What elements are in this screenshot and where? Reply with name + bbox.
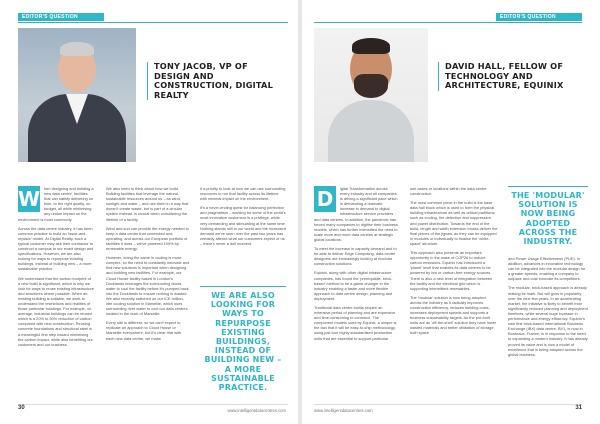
paragraph: However, doing the same in cooling is more complex, so the need to constantly innovate and find new solutions is important when designing and building new facilities. For example, our Cloud House facility based in London's Docklands leverages the surrounding docks water to cool the facility before it's pumped back into the Docklands to ensure nothing is wasted. We also recently switched on our ICE million-litre cooling solution in Marseille, which uses surrounding river water to cool our data centres located in the dock of Marseille. xyxy=(106,255,190,317)
dropcap-left: W xyxy=(18,187,41,211)
paragraph: Every site is different, so we can't expect to replicate an approach to Cloud House or Marseille everywhere, but it's clear that with each new data centre, we make xyxy=(106,320,182,341)
paragraph: Wind and sun can provide the energy needed to keep a data centre that connected and operating, and across our European portfolio of facilities it does – we've powered 100% by renewable energy. xyxy=(106,225,189,252)
footer-rule-left xyxy=(18,404,288,405)
pull-quote-left: WE ARE ALSO LOOKING FOR WAYS TO REPURPOSE EXISTING BUILDINGS, INSTEAD OF BUILDING NEW – A MORE SUSTAINABLE PRACTICE. xyxy=(200,286,286,392)
page-number-right: 31 xyxy=(575,405,582,411)
footer-rule-right xyxy=(314,404,582,405)
right-page xyxy=(302,0,600,424)
paragraph: The modular, brick-based approach is already making its mark. But will grow in popularity over the next few years. In an accelerating market, the initiative is likely to benefit from significantly reduced planning and deployment timelines, while several huge increase in performance and energy efficiency. Equinix's own first brick-based International Business Exchange (IBX) data centre, BX1, is now in Bordeaux, France, is in response to the need to expanding a modern industry. It has already proved its value and is now a model of excellence that is being adopted across the global business. xyxy=(508,285,588,357)
person-photo-icon xyxy=(314,28,428,162)
footer-url-right[interactable]: www.intelligentdatacentres.com xyxy=(314,408,373,413)
paragraph: hen designing and building a new data centre, facilities that can satisfy delivering on time, to the right quality, on budget, all while minimising any undue impact on the environment is most commonly. xyxy=(18,186,94,222)
paragraph: We understand that the carbon footprint of a new build is significant, which is why we look for ways to reuse existing infrastructure and structures where possible. When an existing building is suitable, we seek to understand the restrictions and realities of those particular buildings. For example, on average, industrial buildings can be reused which is a 20% to 30% reduction of carbon compared with new construction. Reusing concrete foundations and structural steel is a meaningful first step toward minimising the carbon impact, while also benefiting our customers and our business. xyxy=(18,275,94,347)
person-name-right: DAVID HALL, FELLOW OF TECHNOLOGY AND ARCHITECTURE, EQUINIX xyxy=(438,62,582,91)
hair-shape xyxy=(352,38,390,54)
paragraph: It's a never-ending quest for balancing perfection and pragmatism – working for some of the world's most innovative customers is a privilege, while very demanding and stimulating at the same time. Nothing stands still in our world and the increased demand we've seen over the past two years has certainly altered what our customers expect of us – there's never a dull moment. xyxy=(200,205,286,246)
article-column-1-left xyxy=(18,186,94,351)
paragraph: Traditional data centre builds require an extensive period of planning and are expensive and time-consuming to construct. The component models used by Equinix, a unique is the fact that it will be easy-to-ship methodology, using just four highly standardised production units that are essential to support particular xyxy=(314,304,397,341)
page-number-left: 30 xyxy=(18,405,25,411)
header-rule-right xyxy=(314,22,582,23)
dropcap-right: D xyxy=(314,186,336,212)
paragraph: The most common piece in the build is the base data hall block which is used to form the physical building infrastructure as well as critical partitions; such as cooling, fire detection and suppression and power distribution. Towards the end of the build, length and width extension blocks deliver the final pieces of the jigsaw, as they can be equipped in modules or individually to finalise the 'white-space' structure. xyxy=(410,200,498,246)
article-column-3-left xyxy=(200,186,286,250)
beard-shape xyxy=(354,74,388,98)
paragraph: To meet the increase in capacity demand and to be able to deliver Edge Computing, data centre designers are increasingly looking at modular construction solutions. xyxy=(314,246,397,267)
paragraph: and Power Usage Effectiveness (PUE). In addition, advances in innovative technology can be integrated into the modular design for a greater speeds, enabling a company to outpace and cost innovate its competitors. xyxy=(508,256,586,282)
person-photo-icon xyxy=(18,28,136,162)
paragraph: it a priority to look at how we can use surrounding resources to run that facility across its lifetime with minimal impact on the environment. xyxy=(200,186,286,202)
shirt-shape xyxy=(328,100,414,162)
paragraph: This approach also presents an important opportunity in the wake of COP26 to reduce carbon emissions. Equinix has introduced a 'planet' level that enables its data centres to be powered by low or carbon-free energy sources. There is also a new level of integration between the facility and the electrical grid which is supporting intermittent renewables. xyxy=(410,250,493,291)
section-tag-right: EDITOR'S QUESTION xyxy=(496,13,582,21)
person-name-left: TONY JACOB, VP OF DESIGN AND CONSTRUCTION, DIGITAL REALTY xyxy=(147,62,287,100)
article-column-2-right xyxy=(410,186,498,340)
left-page xyxy=(0,0,298,424)
article-column-3-right xyxy=(508,256,588,361)
hair-shape xyxy=(60,42,94,56)
paragraph: The 'modular' solution is now being adopted across the industry as it radically improves construction efficiency, reduces building costs, increases deployment speeds and supports a business sustainability targets. As the pre-built units are an 'off-the-shelf' solution they have lower wasted materials and better utilisation of storage, both space xyxy=(410,294,497,336)
header-rule-left xyxy=(18,22,288,23)
section-tag-left: EDITOR'S QUESTION xyxy=(18,13,104,21)
paragraph: igital Transformation across every industry and all companies is driving a significant pace which is demanding a dramatic increase in demand to digital infrastructure service providers and data centres. In addition, the pandemic has forced many companies to digitise their business models, which has further intensified the need to scale more and more data centres at strategic global locations. xyxy=(314,186,398,242)
article-column-2-left xyxy=(106,186,190,345)
pull-quote-right: THE 'MODULAR' SOLUTION IS NOW BEING ADOPTED ACROSS THE INDUSTRY. xyxy=(508,186,588,246)
paragraph: use cases or locations within the data centre construction. xyxy=(410,186,487,197)
footer-url-left[interactable]: www.intelligentdatacentres.com xyxy=(227,408,286,413)
paragraph: We also need to think about how we build. Building facilities that leverage the natural, sustainable resources around us – as wind, sunlight and water – and use them in a way that doesn't create waste, but is part of a circular system instead, is crucial when considering the lifetime of a facility. xyxy=(106,186,189,222)
paragraph: Equinix, along with other digital infrastructure companies, has found the 'prerequisite, brick-based' method to be a game-changer in the industry enabling a faster and more flexible approach to data centre design, planning and deployment. xyxy=(314,270,393,301)
article-column-1-right xyxy=(314,186,398,345)
paragraph: Across the data centre industry, it has been common practice to build an 'issue-and-replace' model. At Digital Realty, such a typical customer may ask their contractor to construct a campus to our exact design and specifications. However, we are also looking for ways to repurpose existing buildings, instead of building new – a more sustainable practice. xyxy=(18,225,94,272)
